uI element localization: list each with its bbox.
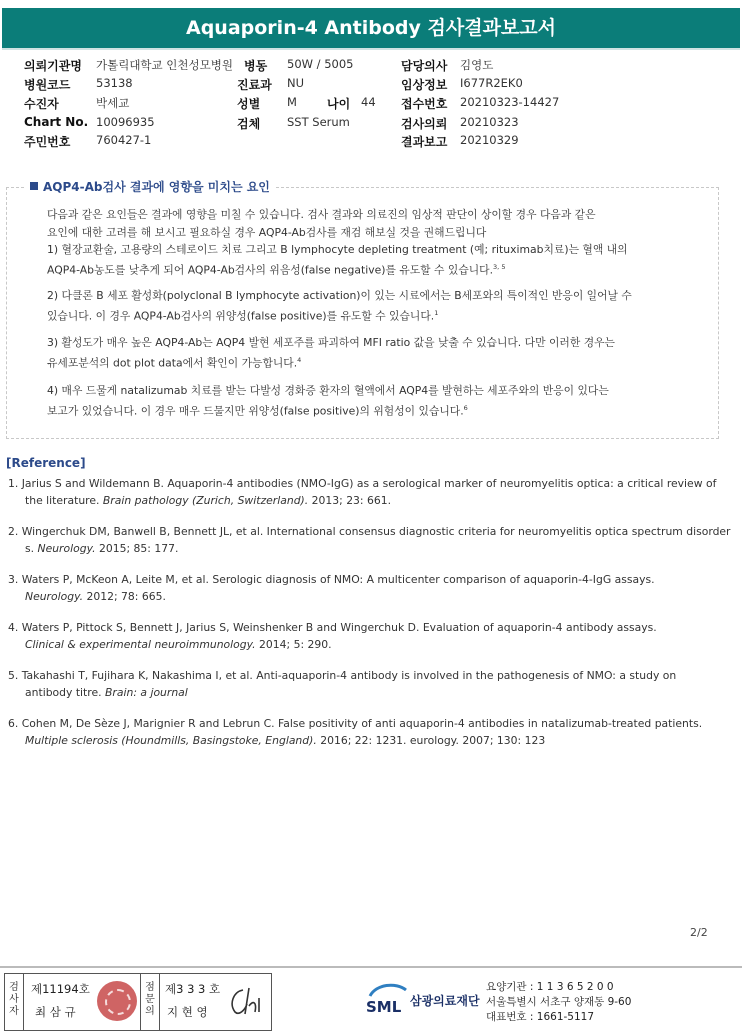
reference-text: antibody titre. [25,685,102,699]
journal-name: Neurology. [25,589,84,603]
factor-1-text: AQP4-Ab농도를 낮추게 되어 AQP4-Ab검사의 위음성(false negative)를 유도할 수 있습니다. [47,263,494,277]
factor-4-text: 보고가 있었습니다. 이 경우 매우 드물지만 위양성(false positive)의 위험성이 있습니다. [47,404,464,418]
value-ward: 50W / 5005 [287,57,354,71]
value-specimen: SST Serum [287,115,350,129]
reference-line [8,733,738,750]
label-ward: 병동 [244,59,268,73]
value-report-date: 20210329 [460,133,519,147]
reference-citation: 2013; 23: 661. [311,493,392,507]
factor-1-line [47,259,702,279]
factor-4-line [47,400,702,420]
official-seal-icon [97,981,137,1021]
label-clinical-info: 임상정보 [401,78,448,92]
label-department: 진료과 [237,78,272,92]
factor-4 [47,382,702,420]
factor-4-line: 4) 매우 드물게 natalizumab 치료를 받는 다발성 경화증 환자의 혈액에서 AQP4를 발현하는 세포주와의 반응이 있다는 [47,384,609,397]
value-age: 44 [361,95,376,109]
value-department: NU [287,76,305,90]
institution-code: 요양기관 : 1 1 3 6 5 2 0 0 [486,981,614,993]
factor-2-text: 있습니다. 이 경우 AQP4-Ab검사의 위양성(false positive)를 유도할 수 있습니다. [47,309,435,323]
value-patient: 박세교 [96,96,130,110]
intro-line: 요인에 대한 고려를 해 보시고 필요하실 경우 AQP4-Ab검사를 재검 해보실 것을 권해드립니다 [47,225,487,239]
label-hospital-code: 병원코드 [24,78,71,92]
phone: 대표번호 : 1661-5117 [486,1011,595,1023]
reference-line: 2. Wingerchuk DM, Banwell B, Bennett JL, et al. International consensus diagnostic criteria for neuromyelitis optica spectrum disorder [8,525,731,538]
reference-5 [8,668,738,701]
reference-line [8,541,738,558]
citation-sup: 1 [434,308,439,317]
footer-divider [0,966,742,968]
factor-2-line: 2) 다클론 B 세포 활성화(polyclonal B lymphocyte activation)이 있는 시료에서는 B세포와의 특이적인 반응이 일어날 수 [47,289,632,302]
address: 서울특별시 서초구 양재동 9-60 [486,996,632,1008]
reference-citation: 2015; 85: 177. [99,541,179,555]
label-resident-no: 주민번호 [24,135,71,149]
value-doctor: 김영도 [460,58,494,72]
value-request-date: 20210323 [460,115,519,129]
factor-3 [47,334,702,372]
label-sex: 성별 [237,97,261,111]
title-divider [2,48,740,50]
factor-3-line: 3) 활성도가 매우 높은 AQP4-Ab는 AQP4 발현 세포주를 파괴하여 MFI ratio 값을 낮출 수 있습니다. 다만 이러한 경우는 [47,336,615,349]
patient-info [0,55,742,150]
signature-icon [225,984,265,1020]
label-institution: 의뢰기관명 [24,59,82,73]
label-specialist: 점문의 [145,982,155,1017]
logo-sml-text: SML [366,998,402,1016]
label-examiner: 검사자 [9,982,19,1017]
citation-sup: 6 [463,403,468,412]
reference-line [8,589,738,606]
value-resident-no: 760427-1 [96,133,152,147]
examiner-license: 제11194호 [31,982,90,996]
reference-line [8,493,738,510]
factors-heading [24,178,276,195]
value-chart-no: 10096935 [96,115,155,129]
value-hospital-code: 53138 [96,76,133,90]
square-bullet-icon [30,182,38,190]
reference-citation: 2012; 78: 665. [86,589,166,603]
logo-org-name: 삼광의료재단 [410,994,480,1008]
label-accession: 접수번호 [401,97,448,111]
factors-intro [47,206,702,279]
report-title: Aquaporin-4 Antibody 검사결과보고서 [2,8,740,48]
label-age: 나이 [327,97,351,111]
reference-3 [8,572,738,605]
examiner-name: 최 삼 규 [35,1005,76,1019]
factor-3-text: 유세포분석의 dot plot data에서 확인이 가능합니다. [47,356,298,370]
intro-line: 다음과 같은 요인들은 결과에 영향을 미칠 수 있습니다. 검사 결과와 의료진의 임상적 판단이 상이할 경우 다음과 같은 [47,208,596,221]
reference-citation: 2014; 5: 290. [259,637,332,651]
reference-text: s. [25,541,35,555]
journal-name: Brain: a journal [105,685,188,699]
reference-line [8,685,738,702]
factors-heading-text: AQP4-Ab검사 결과에 영향을 미치는 요인 [43,180,270,194]
signature-box [4,973,272,1031]
label-doctor: 담당의사 [401,59,448,73]
reference-line: 4. Waters P, Pittock S, Bennett J, Jarius S, Weinshenker B and Wingerchuk D. Evaluation of aquaporin-4 antibody assays. [8,621,657,634]
citation-sup: 4 [297,355,302,364]
reference-line [8,637,738,654]
reference-heading: [Reference] [6,456,86,470]
reference-6 [8,716,738,749]
value-institution: 가톨릭대학교 인천성모병원 [96,58,233,72]
label-request-date: 검사의뢰 [401,117,448,131]
sml-logo-icon [366,980,410,1024]
reference-line: 3. Waters P, McKeon A, Leite M, et al. Serologic diagnosis of NMO: A multicenter comparison of aquaporin-4-IgG assays. [8,573,655,586]
specialist-name: 지 현 영 [167,1005,208,1019]
factor-2-line [47,305,702,325]
value-sex: M [287,95,297,109]
factor-3-line [47,352,702,372]
citation-sup: 3, 5 [493,262,506,271]
value-accession: 20210323-14427 [460,95,560,109]
factor-2 [47,287,702,325]
reference-citation: 2016; 22: 1231. eurology. 2007; 130: 123 [320,733,546,747]
reference-line: 1. Jarius S and Wildemann B. Aquaporin-4 antibodies (NMO-IgG) as a serological marker of neuromyelitis optica: a critical review of [8,477,717,490]
journal-name: Clinical & experimental neuroimmunology. [25,637,256,651]
label-chart-no: Chart No. [24,115,89,129]
reference-2 [8,524,738,557]
specialist-license: 제3 3 3 호 [165,982,221,996]
label-patient: 수진자 [24,97,59,111]
reference-line: 5. Takahashi T, Fujihara K, Nakashima I, et al. Anti-aquaporin-4 antibody is involved in the pathogenesis of NMO: a study on [8,669,677,682]
journal-name: Brain pathology (Zurich, Switzerland). [102,493,309,507]
reference-text: the literature. [25,493,100,507]
reference-1 [8,476,738,509]
reference-line: 6. Cohen M, De Sèze J, Marignier R and Lebrun C. False positivity of anti aquaporin-4 antibodies in natalizumab-treated patients. [8,717,703,730]
page-number: 2/2 [690,926,708,939]
journal-name: Neurology. [37,541,96,555]
factor-1-line: 1) 혈장교환술, 고용량의 스테로이드 치료 그리고 B lymphocyte depleting treatment (예; rituximab치료)는 혈액 내의 [47,243,628,256]
reference-4 [8,620,738,653]
label-specimen: 검체 [237,117,261,131]
value-clinical-info: I677R2EK0 [460,76,523,90]
journal-name: Multiple sclerosis (Houndmills, Basingstoke, England). [25,733,317,747]
label-report-date: 결과보고 [401,135,448,149]
